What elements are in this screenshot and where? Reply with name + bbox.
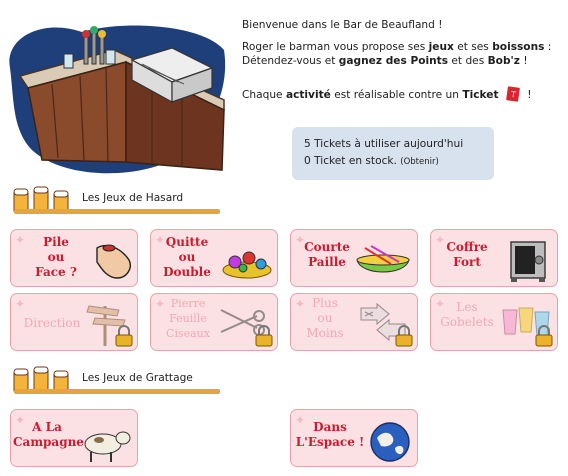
- game-les-gobelets[interactable]: ✦ Les Gobelets: [430, 293, 558, 351]
- intro-paragraph: Roger le barman vous propose ses jeux et ses boissons : Détendez-vous et gagnez des Points et des Bob'z !: [242, 41, 552, 67]
- straw-cup-icon: [351, 244, 415, 282]
- game-a-la-campagne[interactable]: ✦ A La Campagne: [10, 409, 138, 467]
- game-quitte-ou-double[interactable]: ✦ Quitte ou Double: [150, 229, 278, 287]
- section-underline: [14, 209, 220, 214]
- section-header-hasard: [10, 185, 220, 217]
- welcome-text: Bienvenue dans le Bar de Beaufland !: [242, 19, 443, 31]
- section-title-hasard: Les Jeux de Hasard: [82, 192, 184, 204]
- game-pile-ou-face[interactable]: ✦ Pile ou Face ?: [10, 229, 138, 287]
- game-coffre-fort[interactable]: ✦ Coffre Fort: [430, 229, 558, 287]
- tickets-stock: 0 Ticket en stock.: [304, 155, 397, 167]
- earth-globe-icon: [367, 418, 413, 464]
- game-plus-ou-moins[interactable]: ✦ Plus ou Moins: [290, 293, 418, 351]
- ticket-status-box: [292, 127, 494, 180]
- section-title-grattage: Les Jeux de Grattage: [82, 372, 193, 384]
- game-direction[interactable]: ✦ Direction: [10, 293, 138, 351]
- game-courte-paille[interactable]: ✦ Courte Paille: [290, 229, 418, 287]
- lock-icon: [535, 325, 553, 347]
- safe-icon: [505, 236, 553, 284]
- game-dans-l-espace[interactable]: ✦ Dans L'Espace !: [290, 409, 418, 467]
- hand-coin-icon: [91, 238, 137, 282]
- lock-icon: [395, 325, 413, 347]
- ticket-icon: [506, 86, 520, 102]
- svg-text:T: T: [510, 89, 517, 100]
- cow-icon: [77, 420, 135, 464]
- game-pierre-feuille-ciseaux[interactable]: ✦ Pierre Feuille Ciseaux: [150, 293, 278, 351]
- section-header-grattage: [10, 365, 220, 397]
- tickets-stock-line: [304, 153, 494, 171]
- ticket-info-text: Chaque activité est réalisable contre un Ticket T !: [242, 86, 562, 102]
- obtain-tickets-link[interactable]: (Obtenir): [400, 157, 439, 167]
- treasure-coins-icon: [217, 238, 275, 282]
- section-underline: [14, 389, 220, 394]
- tickets-today: 5 Tickets à utiliser aujourd'hui: [304, 138, 464, 150]
- lock-icon: [255, 325, 273, 347]
- lock-icon: [115, 325, 133, 347]
- bar-illustration: [2, 10, 228, 180]
